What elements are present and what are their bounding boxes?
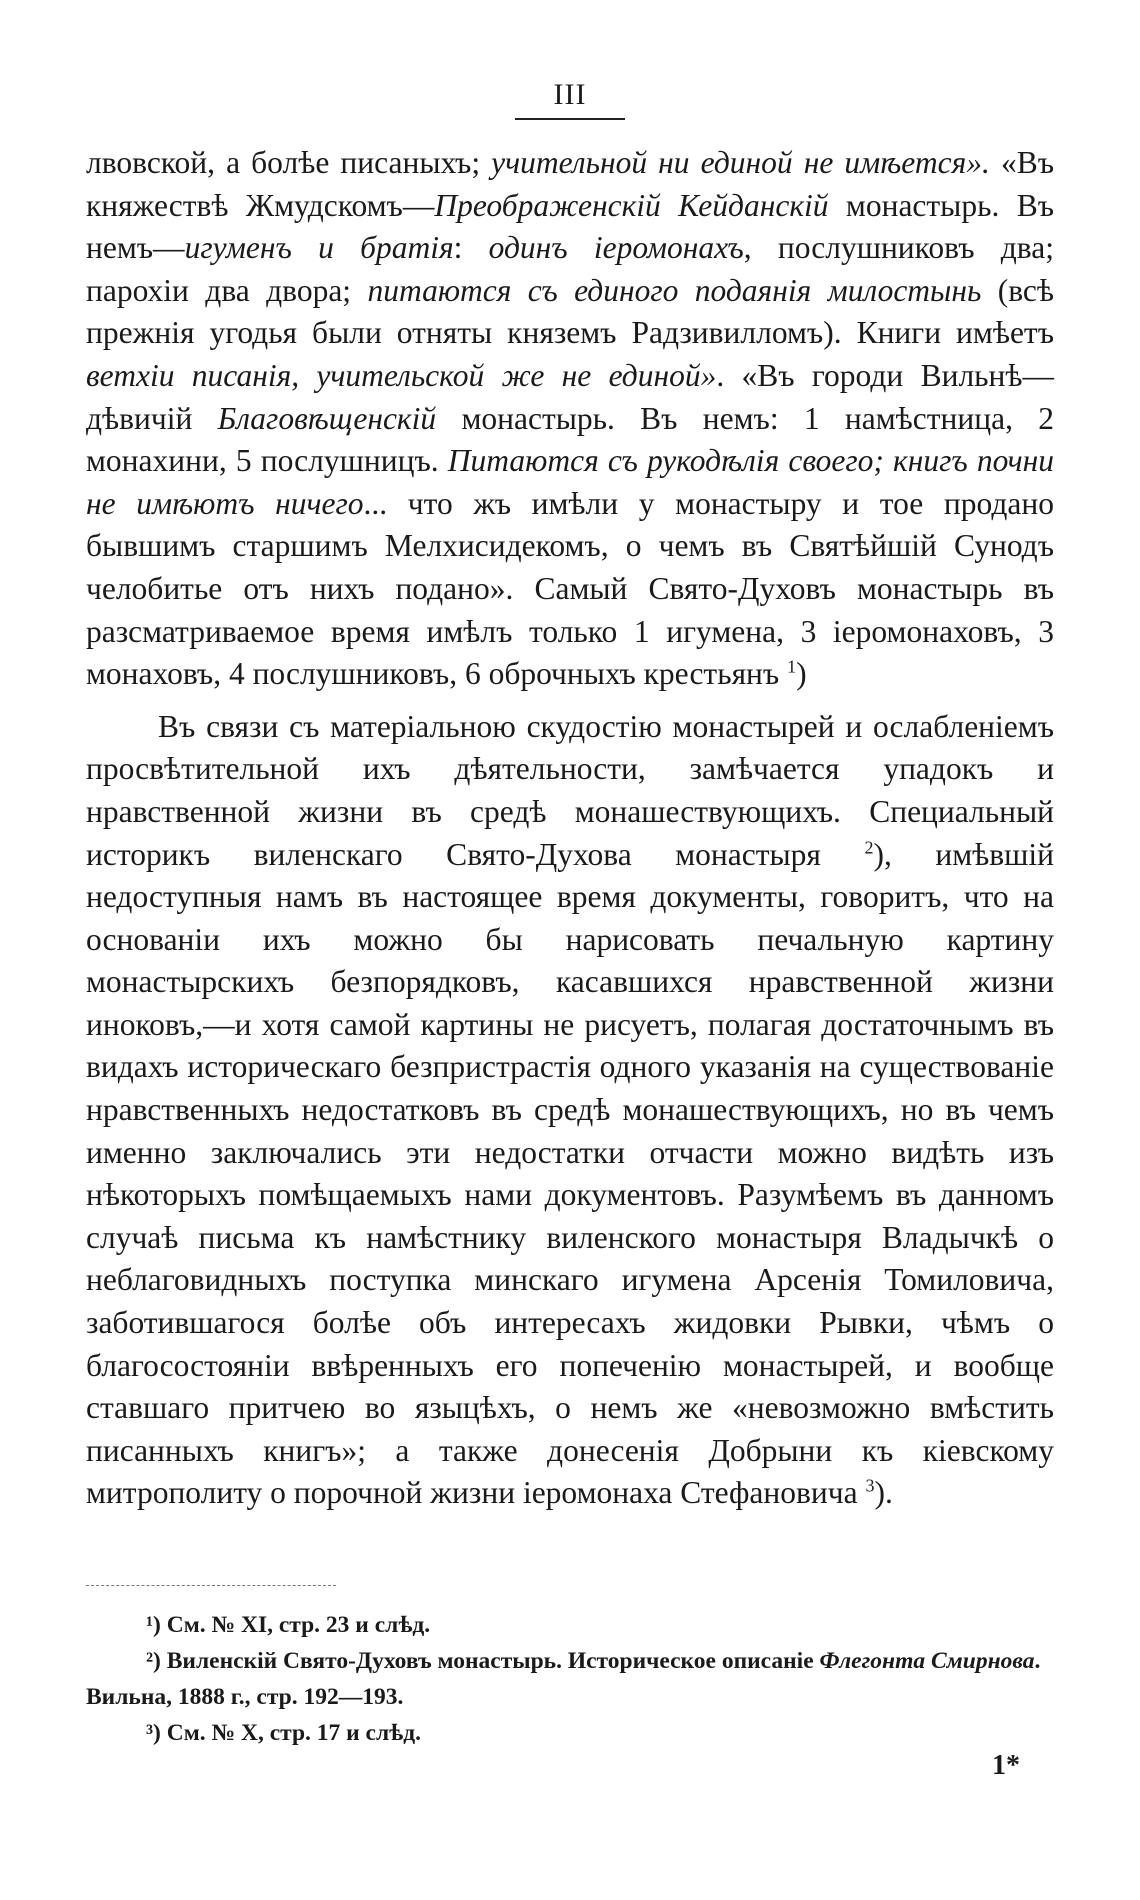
footnote-ref[interactable]: 1 <box>787 656 797 677</box>
italic-run: Благовѣщенскій <box>217 400 437 436</box>
header-rule <box>515 118 625 120</box>
text-run: «Въ княжествѣ Жмудскомъ— <box>86 145 1054 223</box>
italic-run: ветхіи писанія, учительской же не единой» <box>86 357 717 393</box>
footnote-2 <box>86 1643 1054 1715</box>
footnote-marker: ²) <box>146 1648 161 1674</box>
footnote-marker: ³) <box>146 1720 161 1746</box>
footnote-text: . Вильна, 1888 г., стр. 192—193. <box>86 1648 1041 1710</box>
footnote-author: Флегонта Смирнова <box>819 1648 1035 1674</box>
footnote-ref[interactable]: 3 <box>865 1475 875 1496</box>
italic-run: учительной ни единой не имѣется». <box>491 145 990 180</box>
text-run: ) <box>796 656 807 692</box>
text-run: , послушниковъ два; парохіи два двора; <box>86 230 1054 308</box>
footnote-text: Виленскій Свято-Духовъ монастырь. Историческое описаніе <box>160 1648 820 1674</box>
text-run: : <box>453 230 489 266</box>
italic-run: питаются съ единого подаянія милостынь <box>367 272 982 308</box>
text-run: ). <box>874 1475 893 1511</box>
footnote-1 <box>86 1607 1054 1643</box>
text-run: монастырь. Въ немъ: 1 намѣстница, 2 монахини, 5 послушницъ. <box>86 400 1054 479</box>
footnote-separator <box>86 1585 336 1586</box>
footnote-marker: ¹) <box>146 1612 161 1638</box>
italic-run: Питаются съ рукодѣлія своего; книгъ почни не имѣютъ ничего <box>86 443 1054 521</box>
footnotes <box>86 1607 1054 1751</box>
footnote-text: См. № XI, стр. 23 и слѣд. <box>160 1612 431 1638</box>
page-header <box>0 78 1140 120</box>
text-run: лвовской, а болѣе писаныхъ; <box>86 145 492 180</box>
text-run: ), имѣвшій недоступныя намъ въ настоящее время документы, говоритъ, что на основаніи ихъ можно бы нарисовать печальную картину монастырскихъ безпорядковъ, касавшихся нравственной жизни иноковъ,—и хотя самой картины не рисуетъ, полагая достаточнымъ въ видахъ историческаго безпристрастія одного указанія на существованіе нравственныхъ недостатковъ въ средѣ монашествующихъ, но въ чемъ именно заключались эти недостатки отчасти можно видѣть изъ нѣкоторыхъ помѣщаемыхъ нами документовъ. Разумѣемъ въ данномъ случаѣ письма къ намѣстнику виленского монастыря Владычкѣ о неблаговидныхъ поступка минскаго игумена Арсенія Томиловича, заботившагося болѣе объ интересахъ жидовки Рывки, чѣмъ о благосостояніи ввѣренныхъ его попеченію монастырей, и вообще ставшаго притчею во языцѣхъ, о немъ же «невозможно вмѣстить писанныхъ книгъ»; а также донесенія Добрыни къ кіевскому митрополиту о порочной жизни іеромонаха Стефановича <box>86 836 1054 1511</box>
body-text <box>86 142 1054 1515</box>
paragraph-2 <box>86 706 1054 1515</box>
paragraph-1 <box>86 142 1054 696</box>
italic-run: игуменъ и братія <box>184 230 454 266</box>
text-run: монастырь. Въ немъ— <box>86 187 1054 266</box>
text-run: Въ связи съ матеріальною скудостію монастырей и ослабленіемъ просвѣтительной ихъ дѣятельности, замѣчается упадокъ и нравственной жизни въ средѣ монашествующихъ. Специальный историкъ виленскаго Свято-Духова монастыря <box>86 708 1054 872</box>
footnote-text: См. № X, стр. 17 и слѣд. <box>160 1720 422 1746</box>
footnote-3 <box>86 1715 1054 1751</box>
signature-mark: 1* <box>992 1750 1020 1781</box>
italic-run: Преображенскій Кейданскій <box>434 187 829 223</box>
footnote-ref[interactable]: 2 <box>864 837 874 857</box>
text-run: ... что жъ имѣли у монастыру и тое продано бывшимъ старшимъ Мелхисидекомъ, о чемъ въ Святѣйшій Сунодъ челобитье отъ нихъ подано». Самый Свято-Духовъ монастырь въ разсматриваемое время имѣлъ только 1 игумена, 3 іеромонаховъ, 3 монаховъ, 4 послушниковъ, 6 оброчныхъ крестьянъ <box>86 485 1054 692</box>
text-run: (всѣ прежнія угодья были отняты княземъ Радзивилломъ). Книги имѣетъ <box>86 272 1054 351</box>
text-run: . «Въ городи Вильнѣ—дѣвичій <box>86 357 1054 436</box>
italic-run: одинъ іеромонахъ <box>488 230 744 266</box>
page-number: III <box>553 78 587 111</box>
